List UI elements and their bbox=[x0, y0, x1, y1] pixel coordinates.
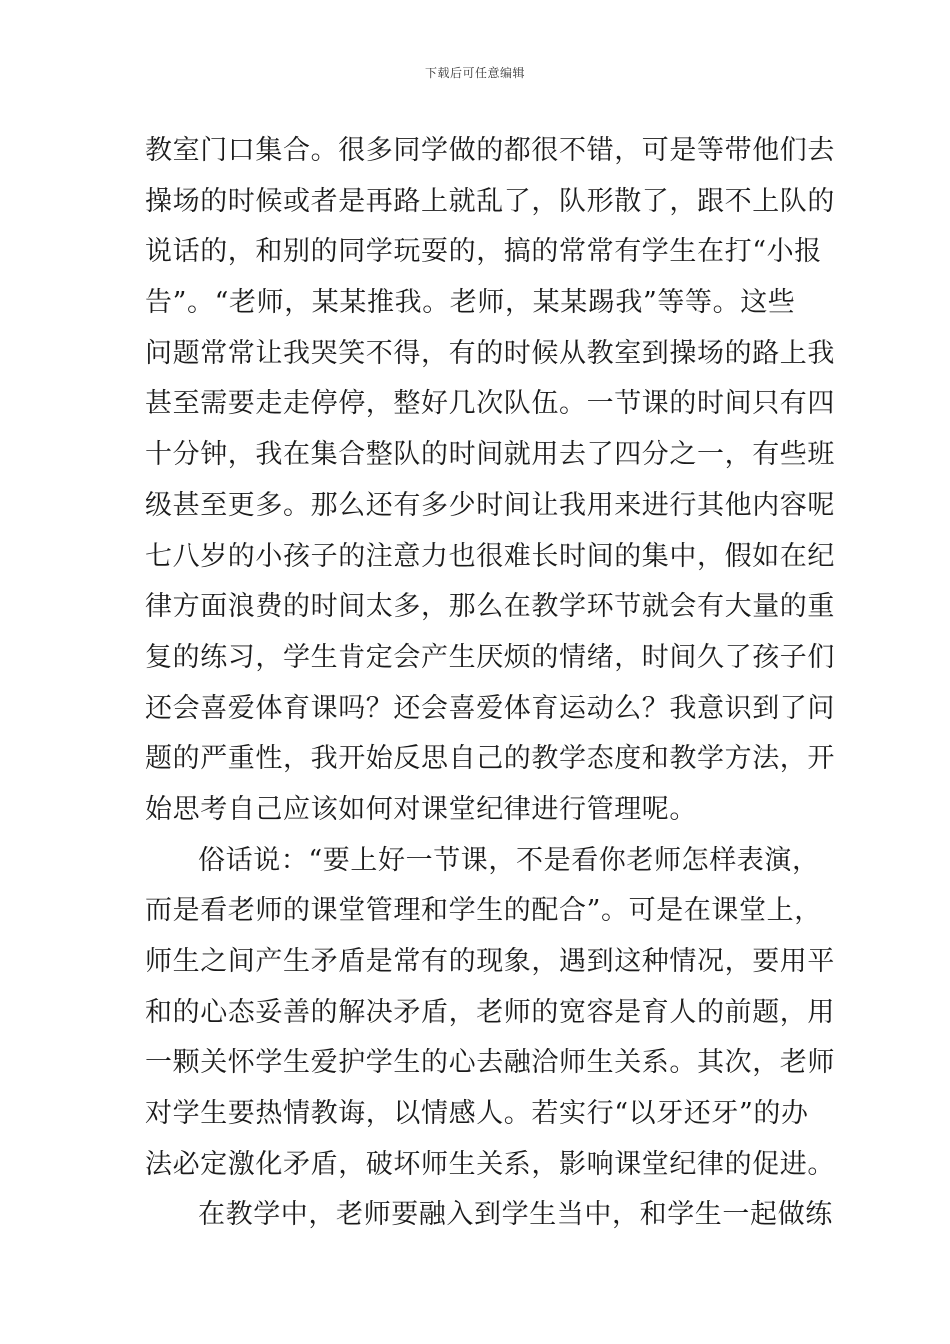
text-line: 始思考自己应该如何对课堂纪律进行管理呢。 bbox=[145, 793, 697, 825]
text-line: 师生之间产生矛盾是常有的现象，遇到这种情况，要用平 bbox=[145, 946, 835, 977]
text-line: 还会喜爱体育课吗？还会喜爱体育运动么？我意识到了问 bbox=[145, 692, 835, 724]
text-line: 操场的时候或者是再路上就乱了，队形散了，跟不上队的 bbox=[145, 185, 835, 217]
text-line: 律方面浪费的时间太多，那么在教学环节就会有大量的重 bbox=[145, 591, 835, 623]
text-line: 问题常常让我哭笑不得，有的时候从教室到操场的路上我 bbox=[145, 337, 835, 369]
text-line: 教室门口集合。很多同学做的都很不错，可是等带他们去 bbox=[145, 135, 835, 166]
text-line: 一颗关怀学生爱护学生的心去融洽师生关系。其次，老师 bbox=[145, 1047, 835, 1079]
text-line: 级甚至更多。那么还有多少时间让我用来进行其他内容呢 bbox=[145, 489, 835, 521]
paragraph-first-line: 在教学中，老师要融入到学生当中，和学生一起做练 bbox=[198, 1199, 833, 1231]
text-line: 七八岁的小孩子的注意力也很难长时间的集中，假如在纪 bbox=[145, 540, 835, 572]
paragraph-first-line: 俗话说：“要上好一节课，不是看你老师怎样表演， bbox=[198, 844, 820, 876]
text-line: 复的练习，学生肯定会产生厌烦的情绪，时间久了孩子们 bbox=[145, 641, 835, 673]
header-note: 下载后可任意编辑 bbox=[424, 66, 525, 80]
text-line: 说话的，和别的同学玩耍的，搞的常常有学生在打“小报 bbox=[145, 236, 822, 268]
body-text bbox=[145, 126, 835, 1241]
text-line: 法必定激化矛盾，破坏师生关系，影响课堂纪律的促进。 bbox=[145, 1148, 835, 1180]
text-line: 对学生要热情教诲，以情感人。若实行“以牙还牙”的办 bbox=[145, 1098, 809, 1130]
text-line: 甚至需要走走停停，整好几次队伍。一节课的时间只有四 bbox=[145, 388, 835, 420]
text-line: 而是看老师的课堂管理和学生的配合”。可是在课堂上， bbox=[145, 895, 822, 927]
text-line: 和的心态妥善的解决矛盾，老师的宽容是育人的前题，用 bbox=[145, 996, 835, 1028]
text-line: 告”。“老师，某某推我。老师，某某踢我”等等。这些 bbox=[145, 287, 796, 319]
text-line: 题的严重性，我开始反思自己的教学态度和教学方法，开 bbox=[145, 743, 835, 775]
text-line: 十分钟，我在集合整队的时间就用去了四分之一，有些班 bbox=[145, 439, 835, 471]
